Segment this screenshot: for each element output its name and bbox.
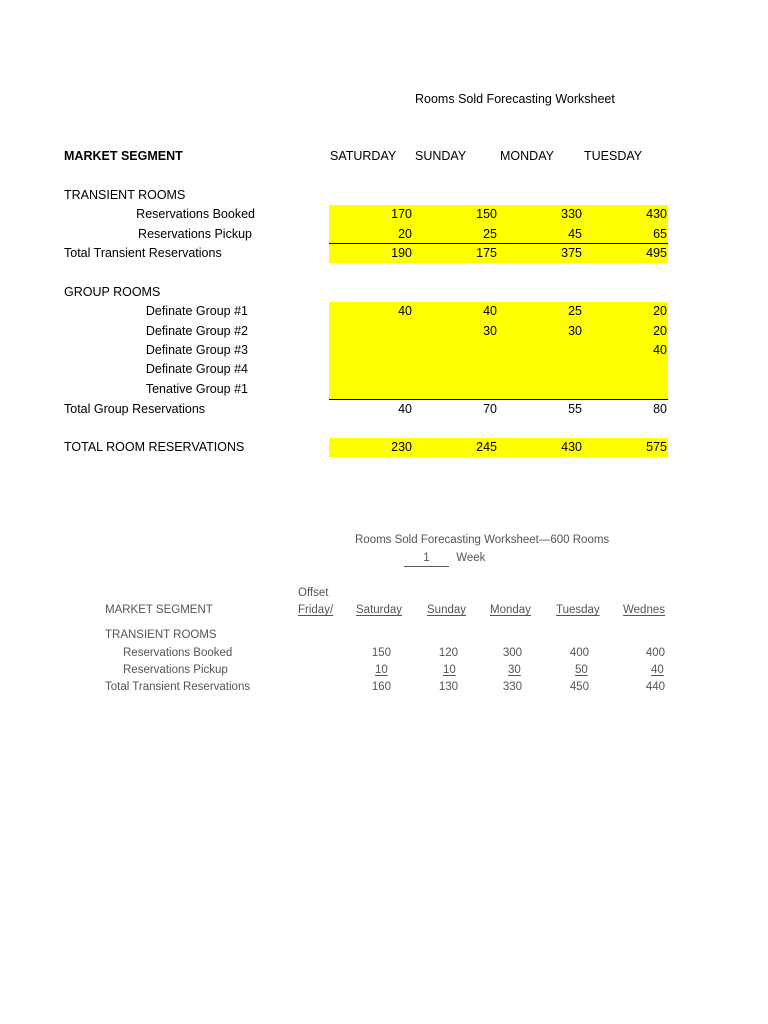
group-row-label: Definate Group #2 <box>145 324 248 338</box>
cell-value: 40 <box>398 402 412 416</box>
grand-total-label: TOTAL ROOM RESERVATIONS <box>64 440 245 454</box>
cell-value: 45 <box>568 227 582 241</box>
group-heading: GROUP ROOMS <box>64 285 161 299</box>
booked-label: Reservations Booked <box>136 207 255 221</box>
image-day-friday: Friday/ <box>298 604 334 616</box>
cell-value: 55 <box>568 402 582 416</box>
offset-label: Offset <box>298 587 329 599</box>
cell-value <box>329 341 412 360</box>
cell-value: 80 <box>653 402 667 416</box>
cell-value <box>584 380 667 399</box>
cell-value <box>329 380 412 399</box>
group-row-label: Definate Group #4 <box>145 362 248 376</box>
cell-value: 20 <box>653 304 667 318</box>
image-cell: 400 <box>569 647 589 659</box>
image-segment-header: MARKET SEGMENT <box>105 604 213 616</box>
image-cell: 400 <box>645 647 665 659</box>
image-cell: 440 <box>645 681 665 693</box>
image-total-label: Total Transient Reservations <box>105 681 251 693</box>
cell-value: 495 <box>646 246 667 260</box>
image-day-sunday: Sunday <box>427 604 467 616</box>
image-cell: 30 <box>508 664 521 676</box>
cell-value: 430 <box>646 207 667 221</box>
group-row-label: Tenative Group #1 <box>145 382 248 396</box>
cell-value: 330 <box>561 207 582 221</box>
image-transient-heading: TRANSIENT ROOMS <box>105 629 217 641</box>
image-pickup-label: Reservations Pickup <box>123 664 228 676</box>
image-day-wednesday: Wednes <box>623 604 665 616</box>
transient-total-label: Total Transient Reservations <box>64 246 222 260</box>
image-week-row <box>404 550 485 567</box>
image-cell: 330 <box>502 681 522 693</box>
group-row-label: Definate Group #3 <box>145 343 248 357</box>
image-day-monday: Monday <box>490 604 531 616</box>
image-cell: 450 <box>569 681 589 693</box>
transient-heading: TRANSIENT ROOMS <box>64 188 186 202</box>
week-blank: 1 <box>404 551 449 567</box>
cell-value: 40 <box>398 304 412 318</box>
image-day-tuesday: Tuesday <box>556 604 600 616</box>
image-cell: 150 <box>371 647 391 659</box>
cell-value: 575 <box>646 440 667 454</box>
cell-value <box>329 322 412 341</box>
worksheet-title: Rooms Sold Forecasting Worksheet <box>415 92 615 106</box>
image-cell: 160 <box>371 681 391 693</box>
image-cell: 10 <box>375 664 388 676</box>
cell-value <box>499 380 582 399</box>
cell-value <box>329 360 412 379</box>
image-day-saturday: Saturday <box>356 604 403 616</box>
cell-value <box>584 360 667 379</box>
cell-value: 150 <box>476 207 497 221</box>
cell-value: 175 <box>476 246 497 260</box>
image-cell: 130 <box>438 681 458 693</box>
cell-value: 25 <box>568 304 582 318</box>
cell-value: 20 <box>398 227 412 241</box>
cell-value <box>499 341 582 360</box>
day-header-sunday: SUNDAY <box>415 149 467 163</box>
image-cell: 50 <box>575 664 588 676</box>
image-cell: 300 <box>502 647 522 659</box>
cell-value: 430 <box>561 440 582 454</box>
cell-value <box>414 380 497 399</box>
day-header-tuesday: TUESDAY <box>584 149 643 163</box>
week-label: Week <box>456 552 486 564</box>
group-total-label: Total Group Reservations <box>64 402 206 416</box>
cell-value: 40 <box>483 304 497 318</box>
image-booked-label: Reservations Booked <box>123 647 233 659</box>
cell-value: 30 <box>568 324 582 338</box>
image-cell: 10 <box>443 664 456 676</box>
cell-value: 190 <box>391 246 412 260</box>
pickup-label: Reservations Pickup <box>138 227 252 241</box>
image-title: Rooms Sold Forecasting Worksheet—600 Rooms <box>355 534 610 546</box>
segment-header: MARKET SEGMENT <box>64 149 183 163</box>
image-cell: 120 <box>438 647 458 659</box>
cell-value: 30 <box>483 324 497 338</box>
cell-value <box>414 341 497 360</box>
image-cell: 40 <box>651 664 664 676</box>
day-header-monday: MONDAY <box>500 149 554 163</box>
cell-value: 170 <box>391 207 412 221</box>
cell-value: 65 <box>653 227 667 241</box>
cell-value: 230 <box>391 440 412 454</box>
cell-value: 375 <box>561 246 582 260</box>
cell-value: 70 <box>483 402 497 416</box>
cell-value: 20 <box>653 324 667 338</box>
day-header-saturday: SATURDAY <box>330 149 397 163</box>
cell-value <box>414 360 497 379</box>
cell-value: 25 <box>483 227 497 241</box>
cell-value <box>499 360 582 379</box>
group-row-label: Definate Group #1 <box>145 304 248 318</box>
cell-value: 40 <box>653 343 667 357</box>
cell-value: 245 <box>476 440 497 454</box>
